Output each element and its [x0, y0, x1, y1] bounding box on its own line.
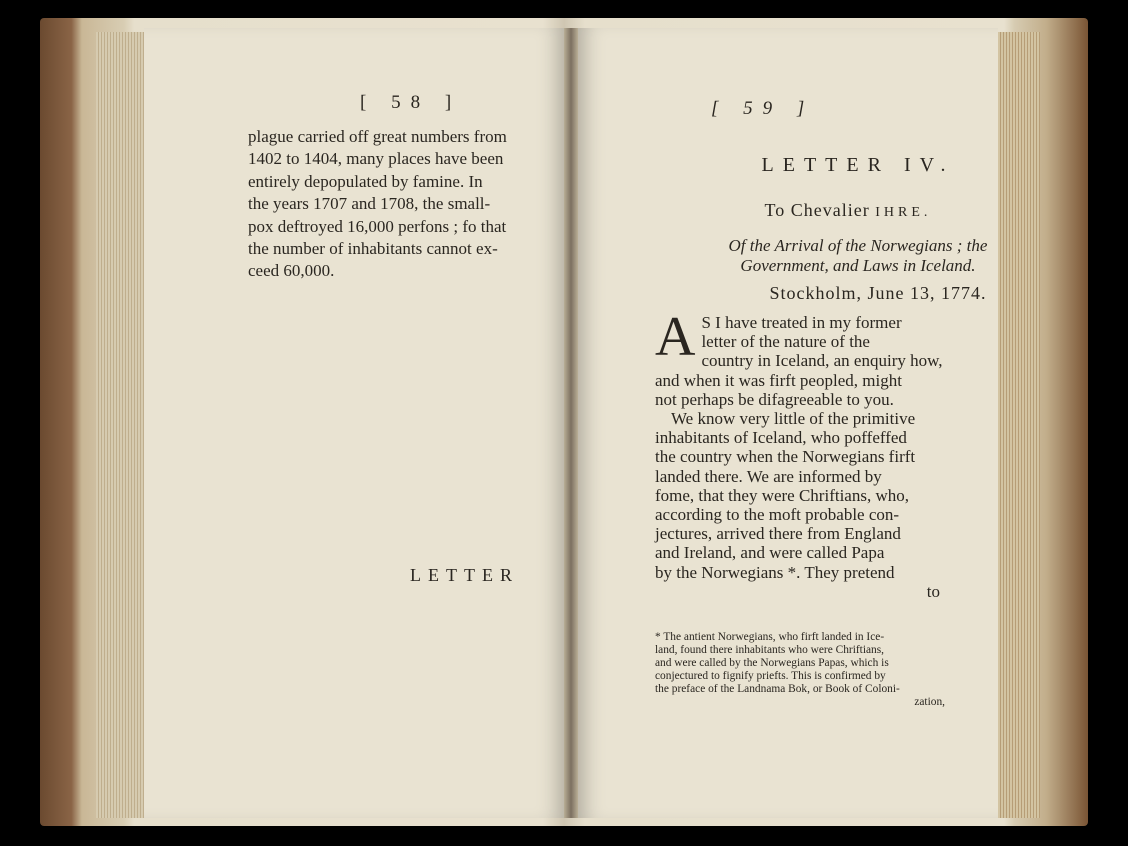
- text-line: fome, that they were Chriftians, who,: [655, 485, 909, 505]
- footnote-line: zation,: [914, 696, 945, 708]
- book-gutter: [564, 28, 578, 818]
- text-line: by the Norwegians *. They pretend: [655, 562, 895, 582]
- drop-cap: A: [655, 306, 696, 368]
- letter-subtitle: [658, 236, 1058, 276]
- text-line: inhabitants of Iceland, who poffeffed: [655, 428, 907, 448]
- page-number: [ 58 ]: [360, 92, 462, 113]
- addressee-name: IHRE.: [875, 205, 932, 220]
- text-line: landed there. We are informed by: [655, 466, 882, 486]
- text-line: jectures, arrived there from England: [655, 524, 901, 544]
- text-line: letter of the nature of the: [701, 332, 870, 352]
- left-page: [144, 28, 564, 818]
- text-line: plague carried off great numbers from: [248, 127, 507, 146]
- addressee-prefix: To Chevalier: [764, 200, 876, 220]
- subtitle-line: Of the Arrival of the Norwegians ; the: [728, 236, 988, 255]
- footnote-line: conjectured to fignify priefts. This is confirmed by: [655, 670, 886, 682]
- right-page-edges: [998, 32, 1040, 818]
- text-line: and Ireland, and were called Papa: [655, 543, 885, 563]
- left-page-edges: [96, 32, 144, 818]
- text-line: country in Iceland, an enquiry how,: [701, 351, 943, 371]
- text-line: the country when the Norwegians firft: [655, 447, 916, 467]
- letter-title: LETTER IV.: [761, 154, 955, 176]
- text-line: and when it was firft peopled, might: [655, 370, 902, 390]
- text-line: not perhaps be difagreeable to you.: [655, 389, 894, 409]
- left-page-text: [248, 126, 548, 283]
- text-line: the years 1707 and 1708, the small-: [248, 194, 491, 214]
- text-line: the number of inhabitants cannot ex-: [248, 239, 498, 259]
- right-page: [578, 28, 998, 818]
- catchword: LETTER: [410, 565, 519, 585]
- text-line: We know very little of the primitive: [671, 409, 916, 429]
- text-line: according to the moft probable con-: [655, 505, 900, 525]
- footnote-line: * The antient Norwegians, who firft landed in Ice-: [655, 631, 885, 643]
- addressee: [648, 200, 1048, 221]
- open-book: [40, 18, 1088, 826]
- text-line: S I have treated in my former: [701, 313, 902, 332]
- catchword: to: [926, 581, 940, 601]
- text-line: entirely depopulated by famine. In: [248, 171, 483, 191]
- dateline: Stockholm, June 13, 1774.: [769, 283, 987, 303]
- subtitle-line: Government, and Laws in Iceland.: [740, 256, 976, 275]
- text-line: 1402 to 1404, many places have been: [248, 149, 504, 169]
- footnote-line: the preface of the Landnama Bok, or Book of Coloni-: [655, 683, 900, 695]
- footnote-line: land, found there inhabitants who were Chriftians,: [655, 644, 885, 656]
- text-line: ceed 60,000.: [248, 261, 335, 281]
- footnote: [655, 631, 945, 709]
- footnote-line: and were called by the Norwegians Papas, which is: [655, 657, 889, 669]
- letter-body: [655, 306, 943, 601]
- page-number: [ 59 ]: [711, 98, 815, 119]
- text-line: pox deftroyed 16,000 perfons ; fo that: [248, 216, 507, 236]
